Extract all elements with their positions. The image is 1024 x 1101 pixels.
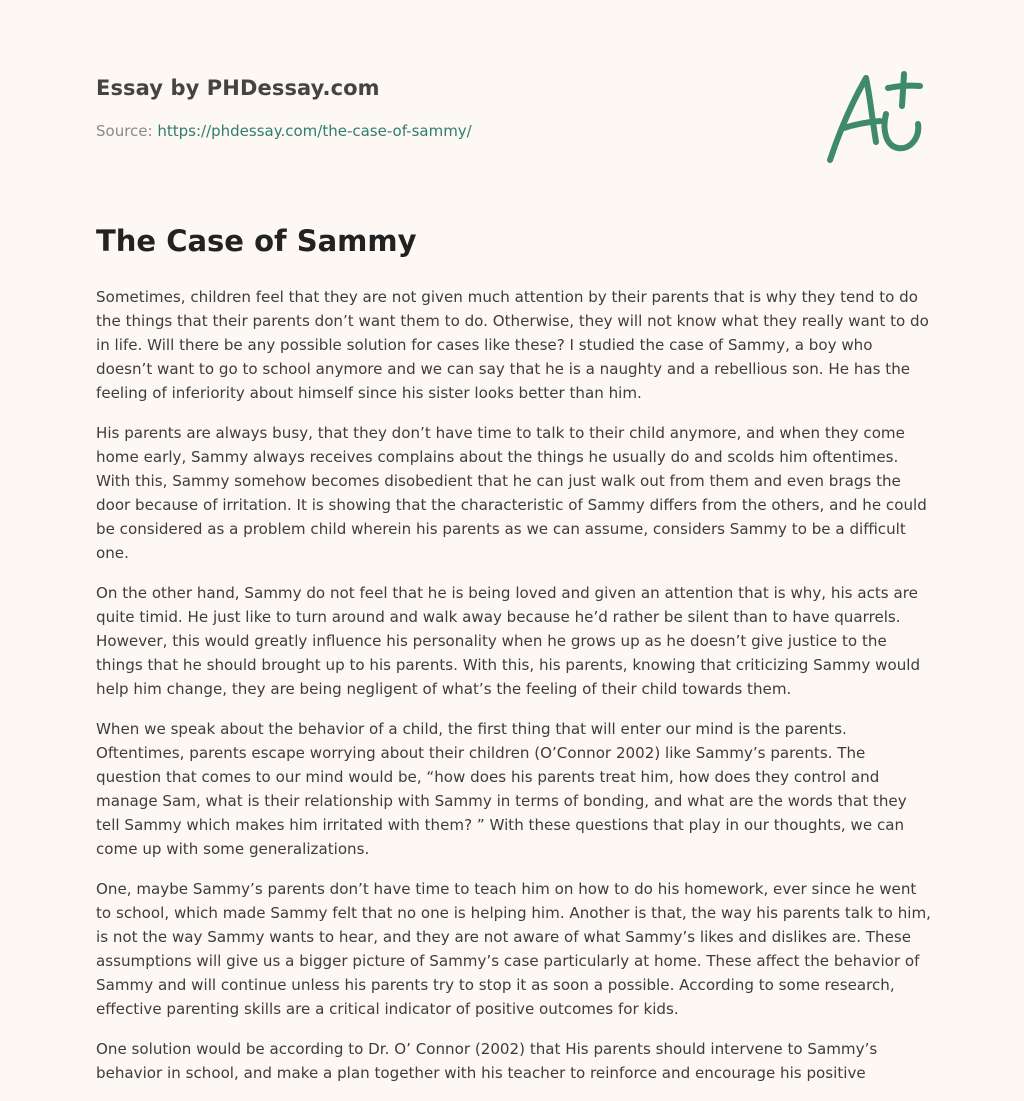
essay-title: The Case of Sammy [96,224,417,258]
a-plus-logo-icon [820,66,930,166]
paragraph: His parents are always busy, that they don’t have time to talk to their child anymore, and when they come home early, Sammy always receives complains about the things he usually do and scolds him oftentimes. With this, Sammy somehow becomes disobedient that he can just walk out from them and even brags the door because of irritation. It is showing that the characteristic of Sammy differs from the others, and he could be considered as a problem child wherein his parents as we can assume, considers Sammy to be a difficult one. [96,424,927,562]
paragraph: Sometimes, children feel that they are not given much attention by their parents that is why they tend to do the things that their parents don’t want them to do. Otherwise, they will not know what they really want to do in life. Will there be any possible solution for cases like these? I studied the case of Sammy, a boy who doesn’t want to go to school anymore and we can say that he is a naughty and a rebellious son. He has the feeling of inferiority about himself since his sister looks better than him. [96,288,929,402]
paragraph: On the other hand, Sammy do not feel that he is being loved and given an attention that is why, his acts are quite timid. He just like to turn around and walk away because he’d rather be silent than to have quarrels. However, this would greatly influence his personality when he grows up as he doesn’t give justice to the things that he should brought up to his parents. With this, his parents, knowing that criticizing Sammy would help him change, they are being negligent of what’s the feeling of their child towards them. [96,584,921,698]
source-label: Source: [96,122,153,140]
brand-title: Essay by PHDessay.com [96,76,380,100]
paragraph: When we speak about the behavior of a child, the first thing that will enter our mind is the parents. Oftentimes, parents escape worrying about their children (O’Connor 2002) like Sammy’s parents. The question that comes to our mind would be, “how does his parents treat him, how does they control and manage Sam, what is their relationship with Sammy in terms of bonding, and what are the words that they tell Sammy which makes him irritated with them? ” With these questions that play in our thoughts, we can come up with some generalizations. [96,720,907,858]
paragraph: One solution would be according to Dr. O’ Connor (2002) that His parents should intervene to Sammy’s behavior in school, and make a plan together with his teacher to reinforce and encourage his positive [96,1040,878,1082]
source-link[interactable]: https://phdessay.com/the-case-of-sammy/ [157,122,472,140]
paragraph: One, maybe Sammy’s parents don’t have time to teach him on how to do his homework, ever since he went to school, which made Sammy felt that no one is helping him. Another is that, the way his parents talk to him, is not the way Sammy wants to hear, and they are not aware of what Sammy’s likes and dislikes are. These assumptions will give us a bigger picture of Sammy’s case particularly at home. These affect the behavior of Sammy and will continue unless his parents try to stop it as soon a possible. According to some research, effective parenting skills are a critical indicator of positive outcomes for kids. [96,880,931,1018]
essay-body [96,285,932,1101]
essay-header [96,76,796,140]
source-line [96,122,796,140]
